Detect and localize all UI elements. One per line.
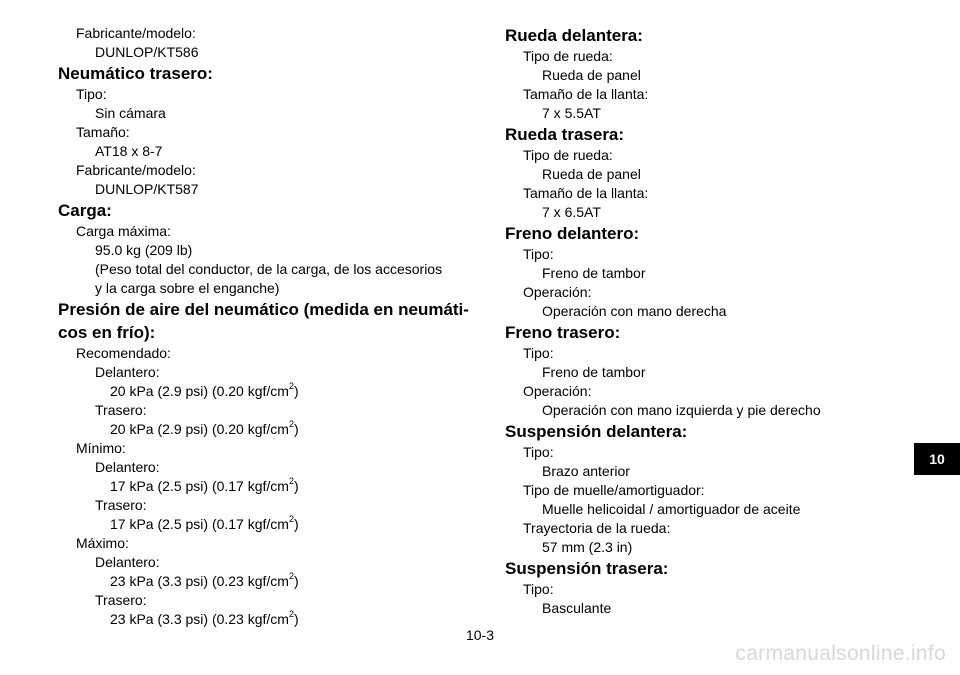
watermark: carmanualsonline.info (735, 642, 946, 665)
section-heading-rear-wheel: Rueda trasera: (505, 125, 625, 144)
section-heading-rear-suspension: Suspensión trasera: (505, 559, 669, 578)
spec-value: Freno de tambor (542, 364, 646, 380)
section-heading-rear-tire: Neumático trasero: (58, 64, 213, 83)
spec-label: Fabricante/modelo: (76, 162, 196, 178)
spec-value: 23 kPa (3.3 psi) (0.23 kgf/$cm^2$) (110, 571, 299, 589)
section-heading-pressure-cont: cos en frío): (58, 323, 156, 342)
spec-value: 7 x 6.5AT (542, 204, 601, 220)
spec-label: Tamaño: (76, 124, 130, 140)
spec-label: Tipo: (523, 581, 554, 597)
spec-label: Fabricante/modelo: (76, 25, 196, 41)
section-heading-front-brake: Freno delantero: (505, 224, 640, 243)
spec-label: Tipo de rueda: (523, 48, 613, 64)
spec-label: Mínimo: (76, 440, 126, 456)
spec-value: Brazo anterior (542, 463, 630, 479)
spec-value: 57 mm (2.3 in) (542, 539, 633, 555)
spec-label: Tipo de muelle/amortiguador: (523, 482, 705, 498)
spec-sublabel: Delantero: (95, 459, 160, 475)
spec-label: Carga máxima: (76, 223, 171, 239)
spec-value: 95.0 kg (209 lb) (95, 242, 193, 258)
spec-value: Operación con mano izquierda y pie derecho (542, 402, 821, 418)
spec-value: 17 kPa (2.5 psi) (0.17 kgf/$cm^2$) (110, 476, 299, 494)
section-heading-pressure: Presión de aire del neumático (medida en neumáti- (58, 300, 469, 319)
spec-label: Tamaño de la llanta: (523, 86, 649, 102)
spec-value: 20 kPa (2.9 psi) (0.20 kgf/$cm^2$) (110, 381, 299, 399)
spec-value: 23 kPa (3.3 psi) (0.23 kgf/$cm^2$) (110, 609, 299, 627)
spec-value: 7 x 5.5AT (542, 105, 601, 121)
spec-label: Tipo: (523, 246, 554, 262)
spec-note: y la carga sobre el enganche) (95, 280, 280, 296)
spec-label: Operación: (523, 284, 592, 300)
section-heading-front-suspension: Suspensión delantera: (505, 422, 688, 441)
spec-value: Freno de tambor (542, 265, 646, 281)
spec-note: (Peso total del conductor, de la carga, de los accesorios (95, 261, 443, 277)
spec-value: AT18 x 8-7 (95, 143, 163, 159)
spec-sublabel: Trasero: (95, 592, 147, 608)
spec-value: DUNLOP/KT586 (95, 44, 199, 60)
left-column (58, 24, 468, 629)
spec-value: Basculante (542, 600, 612, 616)
spec-value: Muelle helicoidal / amortiguador de aceite (542, 501, 801, 517)
section-heading-rear-brake: Freno trasero: (505, 323, 621, 342)
spec-value: Sin cámara (95, 105, 166, 121)
spec-label: Trayectoria de la rueda: (523, 520, 671, 536)
section-heading-front-wheel: Rueda delantera: (505, 26, 643, 45)
right-column (505, 24, 905, 618)
spec-sublabel: Delantero: (95, 554, 160, 570)
spec-label: Tipo: (523, 345, 554, 361)
spec-label: Tipo de rueda: (523, 147, 613, 163)
spec-sublabel: Trasero: (95, 402, 147, 418)
chapter-tab: 10 (914, 443, 960, 475)
spec-label: Máximo: (76, 535, 129, 551)
spec-value: 20 kPa (2.9 psi) (0.20 kgf/$cm^2$) (110, 419, 299, 437)
spec-value: Rueda de panel (542, 166, 641, 182)
section-heading-load: Carga: (58, 201, 112, 220)
spec-sublabel: Delantero: (95, 364, 160, 380)
spec-value: DUNLOP/KT587 (95, 181, 199, 197)
spec-value: 17 kPa (2.5 psi) (0.17 kgf/$cm^2$) (110, 514, 299, 532)
spec-label: Tamaño de la llanta: (523, 185, 649, 201)
spec-label: Recomendado: (76, 345, 171, 361)
spec-label: Operación: (523, 383, 592, 399)
page-number: 10-3 (465, 627, 495, 643)
spec-sublabel: Trasero: (95, 497, 147, 513)
spec-label: Tipo: (76, 86, 107, 102)
spec-label: Tipo: (523, 444, 554, 460)
spec-value: Rueda de panel (542, 67, 641, 83)
spec-value: Operación con mano derecha (542, 303, 727, 319)
